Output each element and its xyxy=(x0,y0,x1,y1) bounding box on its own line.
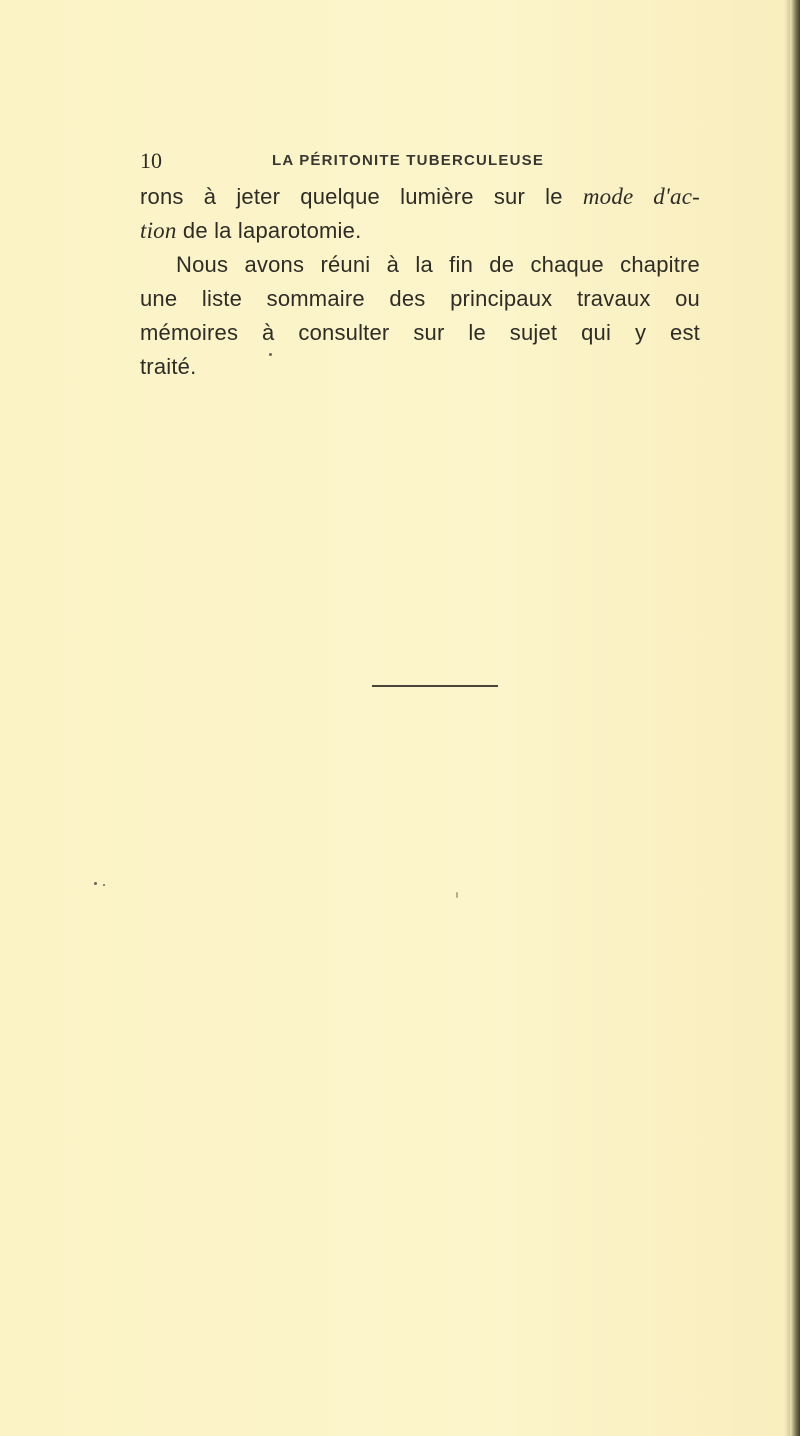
text-line-5: mémoires à consulter sur le sujet qui y est xyxy=(140,320,700,345)
paper-speck xyxy=(103,884,105,886)
text-line-4: une liste sommaire des principaux travaux ou xyxy=(140,286,700,311)
text-line-1 xyxy=(140,180,700,214)
page-edge xyxy=(786,0,800,1436)
text-line-1-roman: rons à jeter quelque lumière sur le xyxy=(140,184,563,209)
text-line-2 xyxy=(140,214,700,248)
page-number: 10 xyxy=(140,148,162,173)
paper-speck xyxy=(94,882,97,885)
body-text xyxy=(140,180,700,384)
section-end-rule xyxy=(372,685,498,687)
text-line-2-roman: de la laparotomie. xyxy=(182,218,362,243)
text-line-3: Nous avons réuni à la fin de chaque chapitre xyxy=(176,252,700,277)
text-line-1-italic: mode d'ac- xyxy=(582,184,701,209)
text-line-2-italic: tion xyxy=(140,218,177,243)
page-header xyxy=(140,148,660,176)
paper-speck xyxy=(456,892,458,898)
paper-speck xyxy=(269,353,272,356)
text-line-6: traité. xyxy=(140,354,197,379)
running-head: LA PÉRITONITE TUBERCULEUSE xyxy=(272,152,545,169)
